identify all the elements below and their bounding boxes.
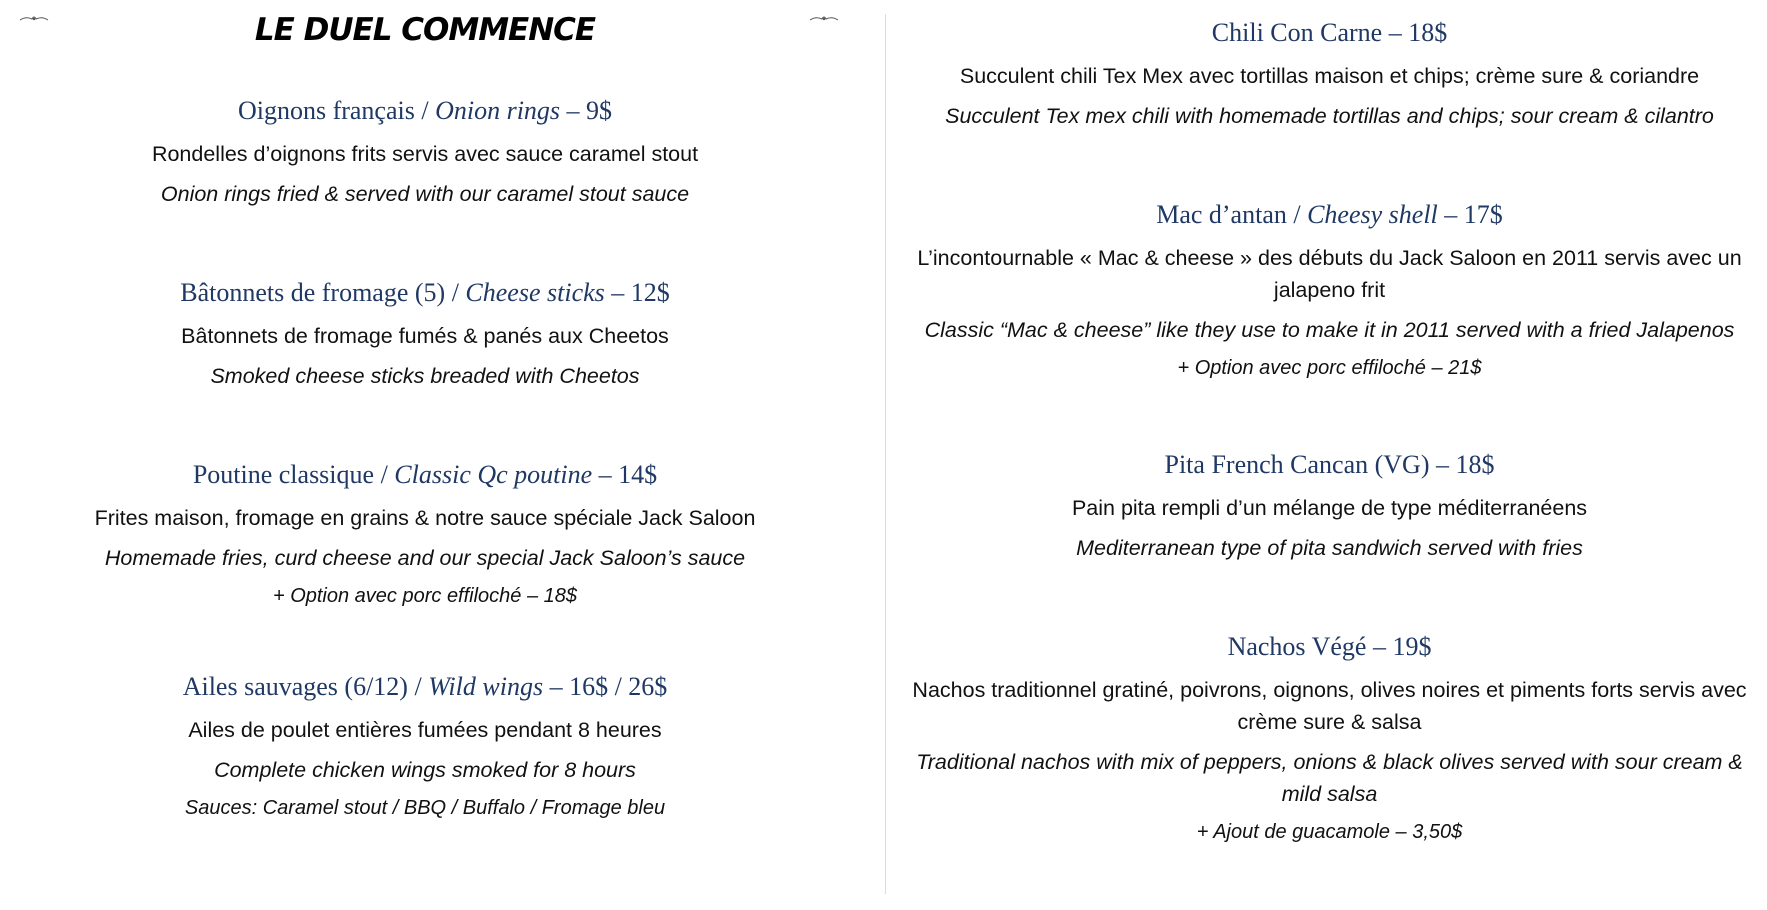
item-name-fr: Ailes sauvages (6/12) / [182, 672, 429, 701]
menu-item [0, 460, 850, 610]
item-description-en: Classic “Mac & cheese” like they use to make it in 2011 served with a fried Jalapenos [924, 318, 1735, 342]
item-description-fr: Pain pita rempli d’un mélange de type méditerranéens [1071, 496, 1588, 520]
item-title [0, 672, 850, 702]
item-option: + Ajout de guacamole – 3,50$ [1196, 821, 1463, 843]
item-title [902, 450, 1757, 480]
item-name-fr: Poutine classique / [192, 460, 395, 489]
item-title [0, 278, 850, 308]
item-description-en: Complete chicken wings smoked for 8 hours [214, 758, 636, 782]
item-description-fr: L’incontournable « Mac & cheese » des débuts du Jack Saloon en 2011 servis avec un jalapeno frit [917, 246, 1742, 302]
item-description-en: Traditional nachos with mix of peppers, onions & black olives served with sour cream & mild salsa [916, 750, 1743, 806]
item-price: – 9$ [560, 96, 613, 125]
item-price: – 12$ [604, 278, 670, 307]
item-description-fr: Succulent chili Tex Mex avec tortillas maison et chips; crème sure & coriandre [959, 64, 1700, 88]
item-description-fr: Ailes de poulet entières fumées pendant 8 heures [188, 718, 662, 742]
menu-item [0, 96, 850, 218]
item-title [0, 460, 850, 490]
menu-item [902, 200, 1757, 382]
item-title [902, 18, 1757, 48]
item-name-fr: Mac d’antan / [1156, 200, 1308, 229]
item-description-en: Onion rings fried & served with our caramel stout sauce [160, 182, 690, 206]
menu-item [0, 278, 850, 400]
item-name-fr: Nachos Végé [1227, 632, 1367, 661]
item-name-en: Cheesy shell [1307, 200, 1438, 229]
item-price: – 14$ [592, 460, 658, 489]
item-name-fr: Pita French Cancan (VG) [1164, 450, 1430, 479]
item-price: – 17$ [1437, 200, 1503, 229]
item-name-en: Onion rings [435, 96, 561, 125]
item-name-fr: Bâtonnets de fromage (5) / [180, 278, 466, 307]
item-description-en: Mediterranean type of pita sandwich served with fries [1076, 536, 1583, 560]
item-price: – 16$ / 26$ [543, 672, 668, 701]
menu-item [902, 18, 1757, 140]
item-price: – 18$ [1429, 450, 1495, 479]
menu-item [0, 672, 850, 822]
item-title [0, 96, 850, 126]
item-option: + Option avec porc effiloché – 18$ [272, 585, 578, 607]
item-description-en: Homemade fries, curd cheese and our special Jack Saloon’s sauce [104, 546, 746, 570]
item-name-fr: Oignons français / [237, 96, 436, 125]
page-title: LE DUEL COMMENCE [254, 12, 596, 48]
item-name-fr: Chili Con Carne [1211, 18, 1383, 47]
item-description-en: Succulent Tex mex chili with homemade tortillas and chips; sour cream & cilantro [945, 104, 1714, 128]
item-title [902, 632, 1757, 662]
item-description-fr: Nachos traditionnel gratiné, poivrons, oignons, olives noires et piments forts servis avec crème sure & salsa [912, 678, 1747, 734]
menu-item [902, 450, 1757, 572]
item-option: + Option avec porc effiloché – 21$ [1177, 357, 1482, 379]
item-description-fr: Frites maison, fromage en grains & notre sauce spéciale Jack Saloon [94, 506, 756, 530]
item-name-en: Wild wings [428, 672, 544, 701]
item-price: – 19$ [1366, 632, 1432, 661]
item-price: – 18$ [1382, 18, 1448, 47]
item-description-fr: Bâtonnets de fromage fumés & panés aux Cheetos [181, 324, 669, 348]
item-name-en: Cheese sticks [465, 278, 605, 307]
item-option: Sauces: Caramel stout / BBQ / Buffalo / Fromage bleu [184, 797, 666, 819]
item-description-fr: Rondelles d’oignons frits servis avec sauce caramel stout [151, 142, 699, 166]
column-divider [885, 14, 886, 894]
item-name-en: Classic Qc poutine [394, 460, 593, 489]
item-title [902, 200, 1757, 230]
menu-item [902, 632, 1757, 846]
item-description-en: Smoked cheese sticks breaded with Cheetos [210, 364, 640, 388]
